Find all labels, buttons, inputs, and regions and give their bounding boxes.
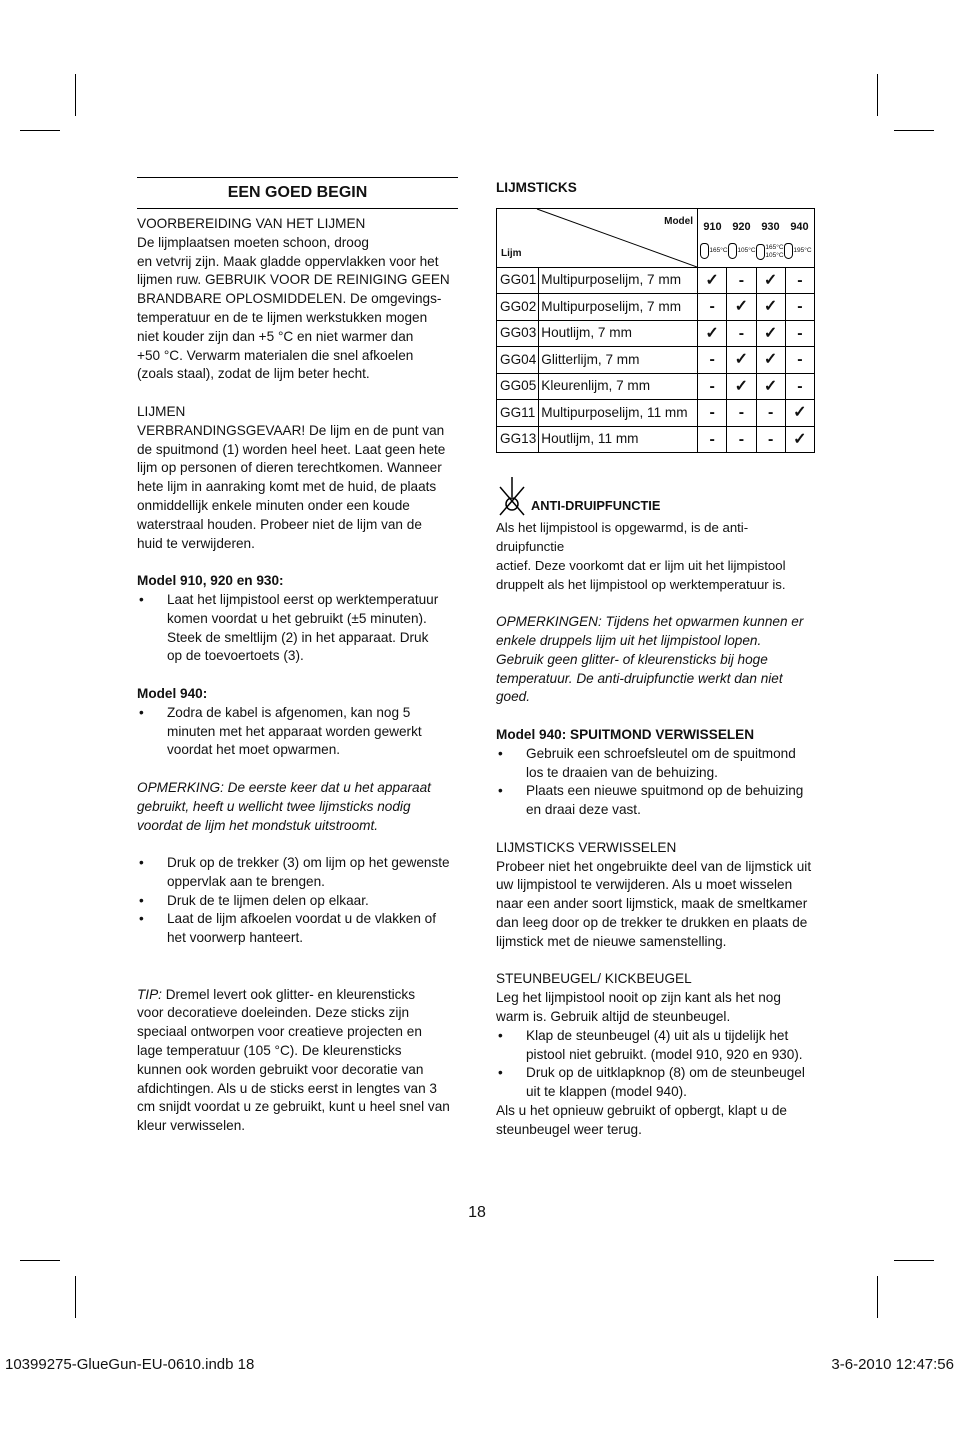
left-column [137,177,458,1136]
thermometer-icon: 105°C [728,242,755,261]
table-row: GG01 Multipurposelijm, 7 mm ✓ - ✓ - [497,267,815,294]
table-corner [497,208,698,267]
lijm-label: Lijm [501,248,522,259]
table-row: GG02 Multipurposelijm, 7 mm - ✓ ✓ - [497,294,815,321]
table-row: GG05 Kleurenlijm, 7 mm - ✓ ✓ - [497,373,815,400]
prep-heading: VOORBEREIDING VAN HET LIJMEN [137,216,366,231]
list-item: • Laat de lijm afkoelen voordat u de vlakken of het voorwerp hanteert. [137,910,458,948]
model-940-heading: Model 940: [137,685,208,701]
footer-date: 3-6-2010 12:47:56 [831,1356,954,1373]
crop-mark [75,74,76,116]
footer-file: 10399275-GlueGun-EU-0610.indb 18 [5,1356,255,1373]
thermometer-icon: 165°C 105°C [756,242,783,261]
crop-mark [877,1276,878,1318]
crop-mark [894,130,934,131]
remarks: OPMERKINGEN: Tijdens het opwarmen kunnen er enkele druppels lijm uit het lijmpistool lopen. Gebruik geen glitter- of kleurensticks bij hoge temperatuur. De anti-druipfunctie werkt dan niet goed. [496,614,804,705]
list-item: • Druk op de uitklapknop (8) om de steunbeugel uit te klappen (model 940). [496,1064,816,1102]
table-title: LIJMSTICKS [496,180,577,195]
model-header [698,208,815,267]
crop-mark [20,130,60,131]
model-930: 930 [761,220,780,233]
table-header [497,208,815,267]
tip-label: TIP: [137,986,162,1002]
section-title: EEN GOED BEGIN [137,177,458,209]
crop-mark [75,1276,76,1318]
model-940: 940 [790,220,809,233]
list-item: • Druk op de trekker (3) om lijm op het gewenste oppervlak aan te brengen. [137,854,458,892]
swap-paragraph: Probeer niet het ongebruikte deel van de lijmstick uit uw lijmpistool te verwijderen. Als u moet wisselen naar een ander soort lijmstick, maak de smeltkamer dan leeg door op de trekker te drukken en plaats de lijmstick met de nieuwe samenstelling. [496,858,812,949]
table-row: GG11 Multipurposelijm, 11 mm - - - ✓ [497,400,815,427]
thermometer-icon: 165°C [700,242,727,261]
usage-list [137,854,458,948]
table-row: GG04 Glitterlijm, 7 mm - ✓ ✓ - [497,347,815,374]
note: OPMERKING: De eerste keer dat u het apparaat gebruikt, heeft u wellicht twee lijmsticks nodig voordat de lijm het mondstuk uitstroomt. [137,779,431,833]
glue-paragraph: VERBRANDINGSGEVAAR! De lijm en de punt van de spuitmond (1) worden heel heet. Laat geen hete lijm op personen of dieren terechtkomen. Wanneer hete lijm in aanraking komt met de huid, de plaats onmiddellijk enkele minuten onder een koude waterstraal houden. Probeer niet de lijm van de huid te verwijderen. [137,422,446,551]
nozzle-heading: Model 940: SPUITMOND VERWISSELEN [496,727,755,743]
stand-end-paragraph: Als u het opnieuw gebruikt of opbergt, klapt u de steunbeugel weer terug. [496,1103,787,1137]
list-item: • Gebruik een schroefsleutel om de spuitmond los te draaien van de behuizing. [496,745,816,783]
table-row: GG13 Houtlijm, 11 mm - - - ✓ [497,426,815,453]
stand-paragraph: Leg het lijmpistool nooit op zijn kant als het nog warm is. Gebruik altijd de steunbeugel. [496,990,781,1025]
crop-mark [20,1260,60,1261]
page-number: 18 [468,1204,486,1221]
glue-sticks-table [496,208,815,454]
model-910-list [137,591,458,666]
list-item: • Zodra de kabel is afgenomen, kan nog 5 minuten met het apparaat worden gewerkt voordat het moet opwarmen. [137,704,458,760]
right-column [496,179,816,1140]
glue-heading: LIJMEN [137,403,186,419]
model-910-heading: Model 910, 920 en 930: [137,573,284,589]
model-920: 920 [732,220,751,233]
list-item: • Klap de steunbeugel (4) uit als u tijdelijk het pistool niet gebruikt. (model 910, 920 en 930). [496,1027,816,1065]
anti-drip-paragraph: Als het lijmpistool is opgewarmd, is de anti-druipfunctie actief. Deze voorkomt dat er lijm uit het lijmpistool druppelt als het lijmpistool op werktemperatuur is. [496,520,786,592]
list-item: • Druk de te lijmen delen op elkaar. [137,892,458,911]
list-item: • Plaats een nieuwe spuitmond op de behuizing en draai deze vast. [496,782,816,820]
anti-drip-icon [496,477,528,517]
crop-mark [894,1260,934,1261]
table-row: GG03 Houtlijm, 7 mm ✓ - ✓ - [497,320,815,347]
model-940-list [137,704,458,760]
nozzle-list [496,745,816,820]
tip-paragraph: TIP: Dremel levert ook glitter- en kleurensticks voor decoratieve doeleinden. Deze sticks zijn speciaal ontworpen voor creatieve projecten en lage temperatuur (105 °C). De kleurensticks kunnen ook worden gebruikt voor decoratie van afdichtingen. Als u de sticks eerst in lengtes van 3 cm snijdt voordat u ze gebruikt, kunt u heel snel van kleur verwisselen. [137,986,450,1134]
swap-heading: LIJMSTICKS VERWISSELEN [496,839,677,855]
stand-heading: STEUNBEUGEL/ KICKBEUGEL [496,971,692,987]
list-item: • Laat het lijmpistool eerst op werktemperatuur komen voordat u het gebruikt (±5 minuten). Steek de smeltlijm (2) in het apparaat. Druk op de toevoertoets (3). [137,591,458,666]
stand-list [496,1027,816,1102]
crop-mark [877,74,878,116]
anti-drip-heading: ANTI-DRUIPFUNCTIE [531,498,661,514]
prep-paragraph: De lijmplaatsen moeten schoon, droog en vetvrij zijn. Maak gladde oppervlakken voor het lijmen ruw. GEBRUIK VOOR DE REINIGING GEEN BRANDBARE OPLOSMIDDELEN. De omgevings- temperatuur en de te lijmen werkstukken mogen niet kouder zijn dan +5 °C en niet warmer dan +50 °C. Verwarm materialen die snel afkoelen (zoals staal), zodat de lijm beter hecht. [137,234,450,382]
anti-drip-header [496,483,816,519]
model-910: 910 [703,220,722,233]
thermometer-icon: 195°C [784,242,811,261]
model-label: Model [664,215,693,227]
